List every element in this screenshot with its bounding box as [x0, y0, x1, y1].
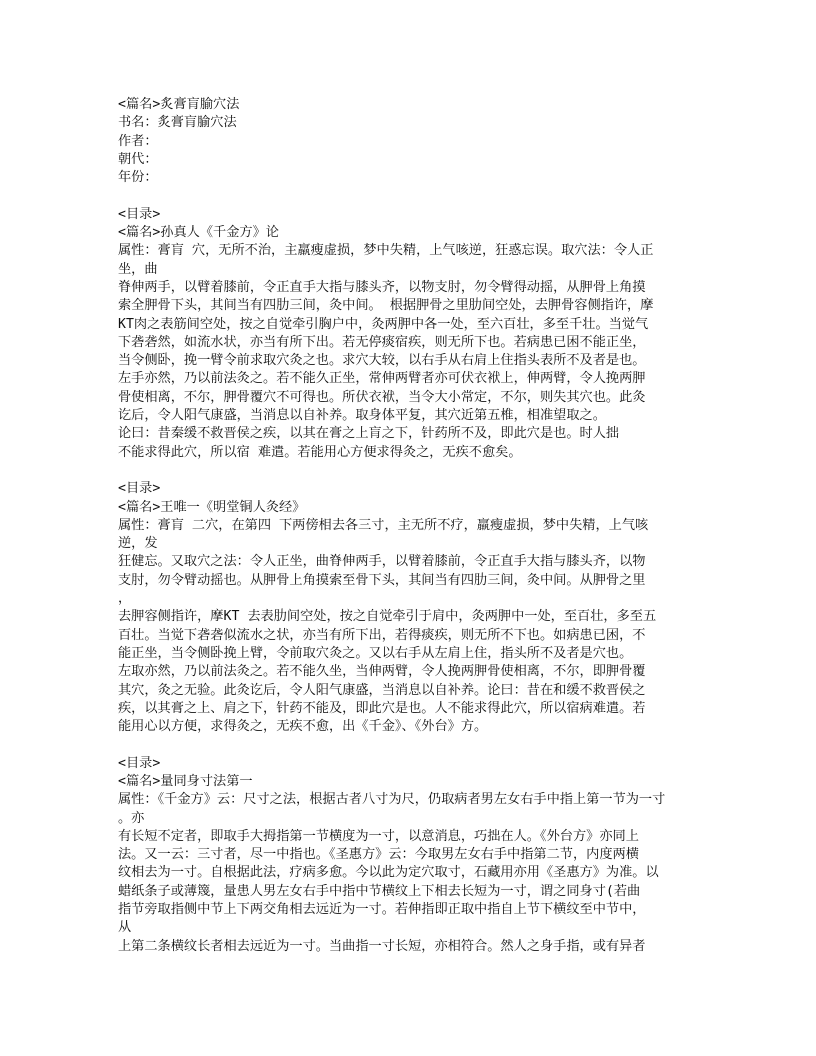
- text-line: 疾，以其膏之上、肩之下，针药不能及，即此穴是也。人不能求得此穴，所以宿病难遣。若: [118, 700, 646, 716]
- text-line: 有长短不定者，即取手大拇指第一节横度为一寸，以意消息，巧拙在人。《外台方》亦同上: [118, 828, 639, 844]
- blank-line: [118, 187, 703, 205]
- text-line: 左手亦然，乃以前法灸之。若不能久正坐，常伸两臂者亦可伏衣袱上，伸两臂，令人挽两胛: [118, 371, 646, 387]
- text-line: 支肘，勿令臂动摇也。从胛骨上角摸索至骨下头，其间当有四肋三间，灸中间。从胛骨之里: [118, 572, 646, 588]
- text-line: 骨使相离，不尔，胛骨覆穴不可得也。所伏衣袱，当令大小常定，不尔，则失其穴也。此灸: [118, 389, 646, 405]
- text-line: KT肉之表筋间空处，按之自觉牵引胸户中，灸两胛中各一处，至六百壮，多至千壮。当觉气: [118, 316, 649, 332]
- text-line: ，: [118, 591, 132, 607]
- text-line: 属性：《千金方》云：尺寸之法，根据古者八寸为尺，仍取病者男左女右手中指上第一节为一寸: [118, 792, 666, 808]
- blank-line: [118, 736, 703, 754]
- text-line: 能正坐，当令侧卧挽上臂，令前取穴灸之。又以右手从左肩上住，指头所不及者是穴也。: [118, 645, 633, 661]
- blank-line: [118, 462, 703, 480]
- toc-marker: <目录>: [118, 206, 161, 222]
- toc-marker: <目录>: [118, 481, 161, 497]
- year-line: 年份：: [118, 170, 158, 186]
- text-line: 不能求得此穴，所以宿 难遣。若能用心方便求得灸之，无疾不愈矣。: [118, 444, 522, 460]
- text-line: 。亦: [118, 810, 145, 826]
- text-line: 狂健忘。又取穴之法：令人正坐，曲脊伸两手，以臂着膝前，令正直手大指与膝头齐，以物: [118, 554, 646, 570]
- section-wang-weiyi: [118, 480, 703, 736]
- section-title: <篇名>量同身寸法第一: [118, 773, 253, 789]
- document-header: [118, 96, 703, 187]
- text-line: 索全胛骨下头，其间当有四肋三间，灸中间。 根据胛骨之里肋间空处，去胛骨容侧指许，摩: [118, 298, 654, 314]
- text-line: 坐，曲: [118, 261, 158, 277]
- text-line: 其穴，灸之无验。此灸讫后，令人阳气康盛，当消息以自补养。论曰：昔在和缓不救晋侯之: [118, 682, 646, 698]
- text-line: 当令侧卧，挽一臂令前求取穴灸之也。求穴大较，以右手从右肩上住指头表所不及者是也。: [118, 353, 646, 369]
- section-sun-simiao: [118, 206, 703, 462]
- text-line: 属性：膏肓 穴，无所不治，主羸瘦虚损，梦中失精，上气咳逆，狂惑忘误。取穴法：令人正: [118, 243, 654, 259]
- section-title: <篇名>王唯一《明堂铜人灸经》: [118, 499, 306, 515]
- text-line: 纹相去为一寸。自根据此法，疗病多愈。今以此为定穴取寸，石藏用亦用《圣惠方》为准。以: [118, 865, 659, 881]
- author-line: 作者：: [118, 133, 158, 149]
- toc-marker: <目录>: [118, 755, 161, 771]
- text-line: 讫后，令人阳气康盛，当消息以自补养。取身体平复，其穴近第五椎，相准望取之。: [118, 408, 606, 424]
- text-line: 能用心以方便，求得灸之，无疾不愈，出《千金》、《外台》方。: [118, 719, 488, 735]
- section-title: <篇名>孙真人《千金方》论: [118, 225, 279, 241]
- text-line: 属性：膏肓 二穴，在第四 下两傍相去各三寸，主无所不疗，羸瘦虚损，梦中失精，上气咳: [118, 517, 649, 533]
- chapter-title-line: <篇名>炙膏肓腧穴法: [118, 97, 240, 112]
- text-line: 逆，发: [118, 536, 158, 552]
- document-page: [118, 96, 703, 956]
- text-line: 指节旁取指侧中节上下两交角相去远近为一寸。若伸指即正取中指自上节下横纹至中节中，: [118, 902, 646, 918]
- text-line: 上第二条横纹长者相去远近为一寸。当曲指一寸长短，亦相符合。然人之身手指，或有异者: [118, 938, 646, 954]
- text-line: 法。又一云：三寸者，尽一中指也。《圣惠方》云：今取男左女右手中指第二节，内度两横: [118, 847, 639, 863]
- section-measurement: [118, 755, 703, 956]
- dynasty-line: 朝代：: [118, 151, 158, 167]
- text-line: 百壮。当觉下砻砻似流水之状，亦当有所下出，若得痰疾，则无所不下也。如病患已困，不: [118, 627, 646, 643]
- text-line: 去胛容侧指许，摩KT 去表肋间空处，按之自觉牵引于肩中，灸两胛中一处，至百壮，多至五: [118, 609, 657, 625]
- text-line: 左取亦然，乃以前法灸之。若不能久坐，当伸两臂，令人挽两胛骨使相离，不尔，即胛骨覆: [118, 664, 646, 680]
- text-line: 脊伸两手，以臂着膝前，令正直手大指与膝头齐，以物支肘，勿令臂得动摇，从胛骨上角摸: [118, 279, 646, 295]
- book-title-line: 书名：炙膏肓腧穴法: [118, 115, 237, 131]
- text-line: 论曰：昔秦缓不救晋侯之疾，以其在膏之上肓之下，针药所不及，即此穴是也。时人拙: [118, 426, 620, 442]
- text-line: 从: [118, 920, 132, 936]
- text-line: 下砻砻然，如流水状，亦当有所下出。若无停痰宿疾，则无所下也。若病患已困不能正坐，: [118, 334, 646, 350]
- text-line: 蜡纸条子或薄篾，量患人男左女右手中指中节横纹上下相去长短为一寸，谓之同身寸(若曲: [118, 883, 641, 899]
